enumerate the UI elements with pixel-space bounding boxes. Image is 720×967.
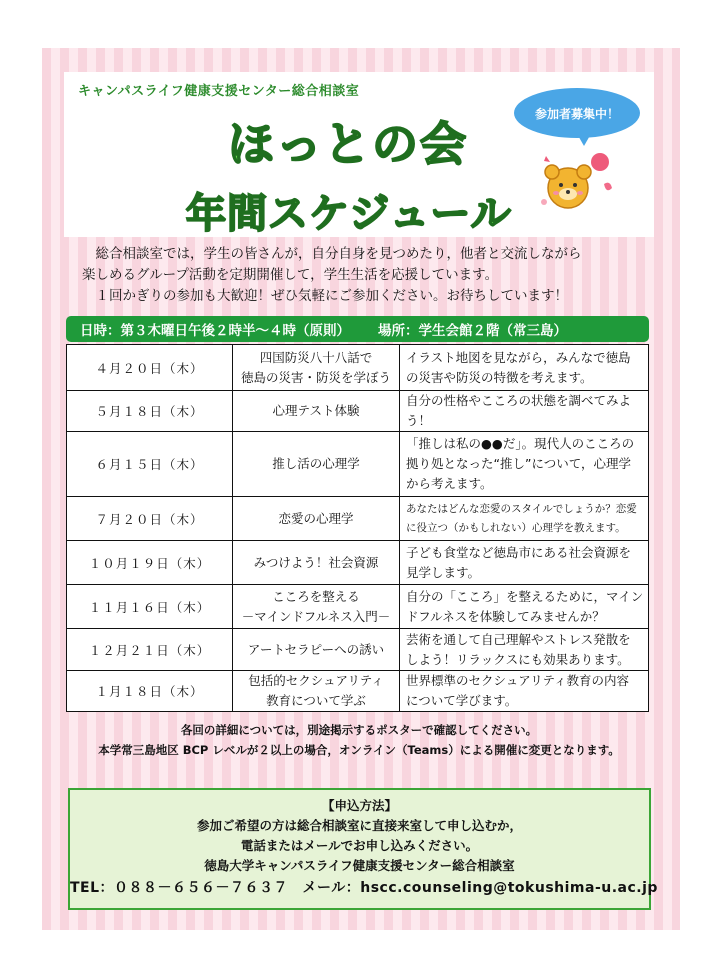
- table-row: [67, 629, 649, 671]
- application-line: 参加ご希望の方は総合相談室に直接来室して申し込むか，: [196, 818, 522, 833]
- bear-mascot-icon: [536, 148, 616, 218]
- schedule-info-bar: [66, 316, 649, 342]
- table-row: [67, 541, 649, 585]
- session-topic: アートセラピーへの誘い: [233, 629, 400, 671]
- recruiting-bubble: [514, 88, 640, 138]
- table-row: [67, 497, 649, 541]
- session-date: ６月１５日（木）: [67, 432, 233, 497]
- session-date: １月１８日（木）: [67, 671, 233, 712]
- schedule-table: [66, 344, 649, 712]
- application-box: [68, 788, 658, 910]
- intro-text: [82, 244, 642, 307]
- session-description: 子ども食堂など徳島市にある社会資源を 見学します。: [400, 541, 649, 585]
- session-topic: こころを整える －マインドフルネス入門－: [233, 585, 400, 629]
- table-row: [67, 391, 649, 432]
- page-subtitle: 年間スケジュール: [186, 191, 512, 237]
- session-topic: 四国防災八十八話で 徳島の災害・防災を学ぼう: [233, 345, 400, 391]
- session-topic: 包括的セクシュアリティ 教育について学ぶ: [233, 671, 400, 712]
- session-description: 世界標準のセクシュアリティ教育の内容 について学びます。: [400, 671, 649, 712]
- session-description: イラスト地図を見ながら，みんなで徳島 の災害や防災の特徴を考えます。: [400, 345, 649, 391]
- session-date: １１月１６日（木）: [67, 585, 233, 629]
- session-date: １２月２１日（木）: [67, 629, 233, 671]
- session-description: 「推しは私の●●だ」。現代人のこころの 拠り処となった“推し”について，心理学 から考えます。: [400, 432, 649, 497]
- session-topic: 恋愛の心理学: [233, 497, 400, 541]
- note-line: 各回の詳細については，別途掲示するポスターで確認してください。: [180, 723, 538, 737]
- contact-info: TEL：０８８－６５６－７６３７ メール：hscc.counseling@tokushima-u.ac.jp: [70, 880, 658, 896]
- place-info: 場所：学生会館２階（常三島）: [378, 323, 567, 339]
- organization-name: キャンパスライフ健康支援センター総合相談室: [78, 84, 360, 99]
- table-row: [67, 585, 649, 629]
- intro-line: １回かぎりの参加も大歓迎！ぜひ気軽にご参加ください。お待ちしています！: [82, 288, 568, 304]
- note-line: 本学常三島地区 BCP レベルが２以上の場合，オンライン（Teams）による開催に変更となります。: [98, 743, 620, 757]
- table-row: [67, 671, 649, 712]
- session-date: ７月２０日（木）: [67, 497, 233, 541]
- time-info: 日時：第３木曜日午後２時半～４時（原則）: [80, 323, 350, 339]
- session-description: 芸術を通して自己理解やストレス発散を しよう！リラックスにも効果あります。: [400, 629, 649, 671]
- session-description: 自分の「こころ」を整えるために，マイン ドフルネスを体験してみませんか？: [400, 585, 649, 629]
- session-topic: 心理テスト体験: [233, 391, 400, 432]
- recruiting-label: 参加者募集中！: [534, 106, 619, 121]
- application-office: 徳島大学キャンパスライフ健康支援センター総合相談室: [204, 858, 515, 873]
- intro-line: 総合相談室では，学生の皆さんが，自分自身を見つめたり，他者と交流しながら: [82, 246, 582, 262]
- session-date: ４月２０日（木）: [67, 345, 233, 391]
- application-heading: 【申込方法】: [321, 798, 397, 813]
- intro-line: 楽しめるグループ活動を定期開催して，学生生活を応援しています。: [82, 267, 499, 283]
- session-date: １０月１９日（木）: [67, 541, 233, 585]
- session-date: ５月１８日（木）: [67, 391, 233, 432]
- notes: [68, 720, 650, 760]
- session-topic: みつけよう！社会資源: [233, 541, 400, 585]
- application-line: 電話またはメールでお申し込みください。: [240, 838, 479, 853]
- session-description: あなたはどんな恋愛のスタイルでしょうか？恋愛 に役立つ（かもしれない）心理学を教えます。: [400, 497, 649, 541]
- table-row: [67, 345, 649, 391]
- page-title: ほっとの会: [228, 117, 468, 171]
- table-row: [67, 432, 649, 497]
- session-description: 自分の性格やこころの状態を調べてみよ う！: [400, 391, 649, 432]
- session-topic: 推し活の心理学: [233, 432, 400, 497]
